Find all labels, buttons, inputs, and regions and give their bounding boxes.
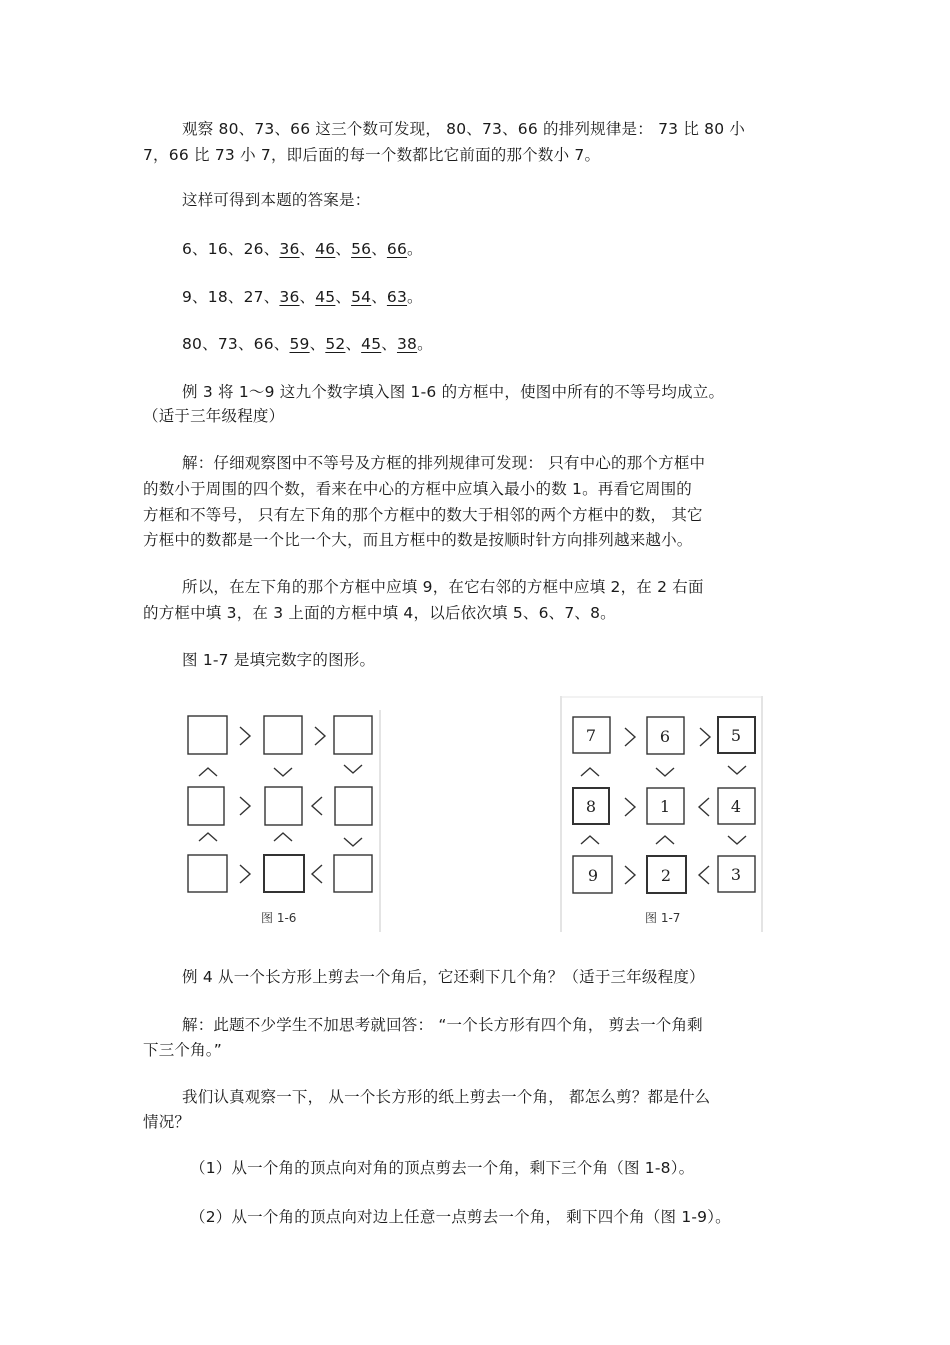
- case-2: （2）从一个角的顶点向对边上任意一点剪去一个角， 剩下四个角（图 1-9）。: [190, 1208, 731, 1226]
- empty-box: [188, 716, 227, 754]
- answer-blank: 56: [351, 240, 372, 258]
- empty-box: [264, 716, 302, 754]
- cell-value: 3: [730, 865, 742, 884]
- caret-down-sign: [728, 766, 746, 774]
- cell-value: 2: [660, 866, 672, 885]
- figure-1-6: [184, 710, 382, 932]
- solution-3-line-1: 解：仔细观察图中不等号及方框的排列规律可发现： 只有中心的那个方框中: [182, 454, 706, 472]
- answer-row-2: [182, 287, 423, 307]
- answer-end: 。: [407, 288, 423, 306]
- greater-than-sign: [625, 728, 635, 746]
- figure-1-7: [560, 696, 766, 932]
- caret-up-sign: [581, 836, 599, 844]
- greater-than-sign: [240, 865, 250, 883]
- so-line-2: 的方框中填 3，在 3 上面的方框中填 4，以后依次填 5、6、7、8。: [143, 604, 616, 622]
- example-3-line-1: 例 3 将 1～9 这九个数字填入图 1-6 的方框中，使图中所有的不等号均成立。: [182, 383, 725, 401]
- cell-value: 7: [585, 726, 597, 745]
- answer-end: 。: [417, 335, 433, 353]
- cell-value: 4: [730, 797, 742, 816]
- answer-sep: 、: [335, 288, 352, 306]
- figure-caption: 图 1-6: [261, 911, 297, 925]
- caret-up-sign: [199, 833, 217, 841]
- greater-than-sign: [240, 797, 250, 815]
- answer-prefix: 80、73、66、: [182, 335, 290, 353]
- para-answer-intro: 这样可得到本题的答案是：: [182, 191, 371, 209]
- answer-end: 。: [407, 240, 423, 258]
- solution-4-line-2: 下三个角。”: [143, 1041, 222, 1059]
- figure-note: 图 1-7 是填完数字的图形。: [182, 651, 376, 669]
- answer-sep: 、: [371, 288, 387, 306]
- answer-blank: 45: [315, 288, 336, 306]
- less-than-sign: [312, 865, 322, 883]
- empty-box: [334, 716, 372, 754]
- answer-sep: 、: [299, 240, 316, 258]
- greater-than-sign: [625, 798, 635, 816]
- caret-up-sign: [581, 768, 599, 776]
- figure-caption: 图 1-7: [645, 911, 681, 925]
- observe-line-2: 情况？: [143, 1113, 191, 1131]
- answer-sep: 、: [309, 335, 326, 353]
- answer-row-3: [182, 334, 433, 354]
- answer-blank: 54: [351, 288, 372, 306]
- answer-sep: 、: [299, 288, 316, 306]
- answer-sep: 、: [371, 240, 387, 258]
- para-observe-line-1: 观察 80、73、66 这三个数可发现， 80、73、66 的排列规律是： 73 比 80 小: [182, 120, 746, 138]
- empty-box: [264, 855, 304, 892]
- greater-than-sign: [625, 866, 635, 884]
- para-observe-line-2: 7，66 比 73 小 7，即后面的每一个数都比它前面的那个数小 7。: [143, 146, 601, 164]
- answer-sep: 、: [381, 335, 397, 353]
- answer-blank: 45: [361, 335, 382, 353]
- answer-blank: 36: [279, 288, 300, 306]
- less-than-sign: [699, 866, 709, 884]
- empty-box: [188, 855, 227, 892]
- cell-value: 9: [587, 866, 599, 885]
- example-4: 例 4 从一个长方形上剪去一个角后，它还剩下几个角？（适于三年级程度）: [182, 968, 705, 986]
- case-1: （1）从一个角的顶点向对角的顶点剪去一个角，剩下三个角（图 1-8）。: [190, 1159, 695, 1177]
- answer-blank: 38: [396, 335, 418, 353]
- cell-value: 8: [585, 797, 597, 816]
- caret-down-sign: [344, 765, 362, 773]
- empty-box: [265, 787, 302, 825]
- cell-value: 6: [659, 727, 671, 746]
- solution-4-line-1: 解：此题不少学生不加思考就回答： “一个长方形有四个角， 剪去一个角剩: [182, 1016, 703, 1034]
- empty-box: [335, 787, 372, 825]
- empty-box: [334, 855, 372, 892]
- caret-down-sign: [728, 836, 746, 844]
- answer-prefix: 6、16、26、: [182, 240, 280, 258]
- answer-blank: 36: [279, 240, 300, 258]
- answer-prefix: 9、18、27、: [182, 288, 280, 306]
- answer-sep: 、: [335, 240, 352, 258]
- less-than-sign: [312, 797, 322, 815]
- so-line-1: 所以，在左下角的那个方框中应填 9，在它右邻的方框中应填 2，在 2 右面: [182, 578, 704, 596]
- empty-box: [188, 787, 224, 825]
- answer-blank: 59: [289, 335, 310, 353]
- greater-than-sign: [240, 727, 250, 745]
- solution-3-line-4: 方框中的数都是一个比一个大，而且方框中的数是按顺时针方向排列越来越小。: [143, 531, 693, 549]
- answer-blank: 63: [386, 288, 408, 306]
- caret-down-sign: [344, 838, 362, 846]
- cell-value: 5: [730, 726, 742, 745]
- greater-than-sign: [315, 727, 325, 745]
- answer-blank: 52: [325, 335, 346, 353]
- less-than-sign: [699, 798, 709, 816]
- answer-row-1: [182, 239, 423, 259]
- caret-down-sign: [274, 768, 292, 776]
- greater-than-sign: [700, 728, 710, 746]
- caret-up-sign: [274, 833, 292, 841]
- answer-blank: 66: [386, 240, 408, 258]
- answer-sep: 、: [345, 335, 362, 353]
- cell-value: 1: [659, 797, 671, 816]
- caret-up-sign: [656, 836, 674, 844]
- caret-up-sign: [199, 768, 217, 776]
- example-3-line-2: （适于三年级程度）: [143, 407, 285, 425]
- observe-line-1: 我们认真观察一下， 从一个长方形的纸上剪去一个角， 都怎么剪？都是什么: [182, 1088, 711, 1106]
- solution-3-line-2: 的数小于周围的四个数，看来在中心的方框中应填入最小的数 1。再看它周围的: [143, 480, 692, 498]
- caret-down-sign: [656, 768, 674, 776]
- solution-3-line-3: 方框和不等号， 只有左下角的那个方框中的数大于相邻的两个方框中的数， 其它: [143, 506, 703, 524]
- answer-blank: 46: [315, 240, 336, 258]
